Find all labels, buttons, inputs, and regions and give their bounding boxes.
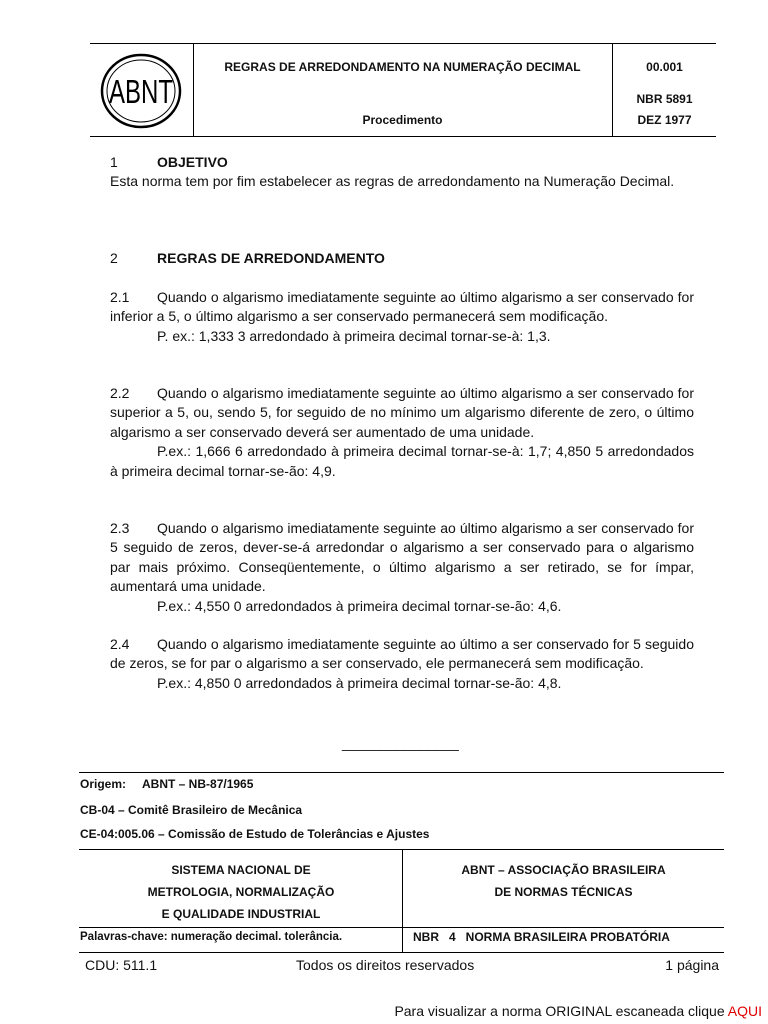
cdu-code: CDU: 511.1 [85, 957, 158, 973]
document-title: REGRAS DE ARREDONDAMENTO NA NUMERAÇÃO DECIMAL [224, 60, 581, 74]
section-1-heading: 1 OBJETIVO [110, 154, 228, 170]
page-count: 1 página [665, 957, 719, 973]
rule-2-4-example: P.ex.: 4,850 0 arredondados à primeira decimal tornar-se-ão: 4,8. [157, 674, 562, 691]
abnt-associacao: ABNT – ASSOCIAÇÃO BRASILEIRA DE NORMAS TÉCNICAS [461, 863, 666, 899]
rule-2-3-example: P.ex.: 4,550 0 arredondados à primeira decimal tornar-se-ão: 4,6. [157, 597, 562, 614]
keywords-top-rule [79, 927, 724, 928]
rule-2-1: 2.1 Quando o algarismo imediatamente seguinte ao último algarismo a ser conservado for inferior a 5, o último algarismo a ser conservado permanecerá sem modificação. P. ex.: 1,333 3 arredondado à primeira decimal tornar-se-à: 1,3. [110, 288, 694, 346]
origem-line: Origem: ABNT – NB-87/1965 [80, 777, 254, 791]
abnt-logo [100, 52, 182, 130]
rule-2-1-example: P. ex.: 1,333 3 arredondado à primeira decimal tornar-se-à: 1,3. [157, 327, 551, 344]
document-code: 00.001 [646, 60, 683, 74]
keywords: Palavras-chave: numeração decimal. tolerância. [80, 931, 343, 943]
cb-line: CB-04 – Comitê Brasileiro de Mecânica [80, 803, 303, 817]
original-scan-note: Para visualizar a norma ORIGINAL escaneada clique AQUI [394, 1003, 762, 1019]
section-1-text: Esta norma tem por fim estabelecer as regras de arredondamento na Numeração Decimal. [110, 173, 675, 190]
rule-2-3: 2.3 Quando o algarismo imediatamente seguinte ao último algarismo a ser conservado for 5 seguido de zeros, dever-se-á arredondar o algarismo a ser conservado para o algarismo par mais próximo. Conseqüentemente, o último algarismo a ser retirado, se for ímpar, aumentará uma unidade. P.ex.: 4,550 0 arredondados à primeira decimal tornar-se-ão: 4,6. [110, 519, 694, 616]
section-1 [110, 153, 694, 192]
rule-2-2: 2.2 Quando o algarismo imediatamente seguinte ao último algarismo a ser conservado for superior a 5, ou, sendo 5, for seguido de no mínimo um algarismo diferente de zero, o último algarismo a ser conservado deverá ser aumentado de uma unidade. P.ex.: 1,666 6 arredondado à primeira decimal tornar-se-à: 1,7; 4,850 5 arredondados à primeira decimal tornar-se-ão: 4,9. [110, 384, 694, 481]
nbr-status: NBR 4 NORMA BRASILEIRA PROBATÓRIA [413, 930, 670, 944]
rights-reserved: Todos os direitos reservados [296, 957, 475, 973]
document-date: DEZ 1977 [637, 113, 692, 127]
document-subtitle: Procedimento [362, 113, 443, 127]
end-separator: _______________ [342, 735, 459, 751]
original-scan-link[interactable]: AQUI [727, 1003, 762, 1019]
header-top-rule [90, 43, 716, 44]
header-bottom-rule [90, 136, 716, 137]
footer-top-rule [79, 772, 724, 773]
rule-2-2-example: P.ex.: 1,666 6 arredondado à primeira decimal tornar-se-à: 1,7; 4,850 5 arredondados à primeira decimal tornar-se-ão: 4,9. [110, 443, 694, 479]
section-2-heading: 2 REGRAS DE ARREDONDAMENTO [110, 250, 385, 266]
rule-2-4: 2.4 Quando o algarismo imediatamente seguinte ao último a ser conservado for 5 seguido de zeros, se for par o algarismo a ser conservado, ele permanecerá sem modificação. P.ex.: 4,850 0 arredondados à primeira decimal tornar-se-ão: 4,8. [110, 635, 694, 693]
keywords-bottom-rule [79, 952, 724, 953]
logo-text: ABNT [109, 73, 173, 110]
sistema-nacional: SISTEMA NACIONAL DE METROLOGIA, NORMALIZAÇÃO E QUALIDADE INDUSTRIAL [147, 863, 335, 921]
ce-line: CE-04:005.06 – Comissão de Estudo de Tolerâncias e Ajustes [80, 827, 430, 841]
nbr-number: NBR 5891 [636, 92, 693, 106]
